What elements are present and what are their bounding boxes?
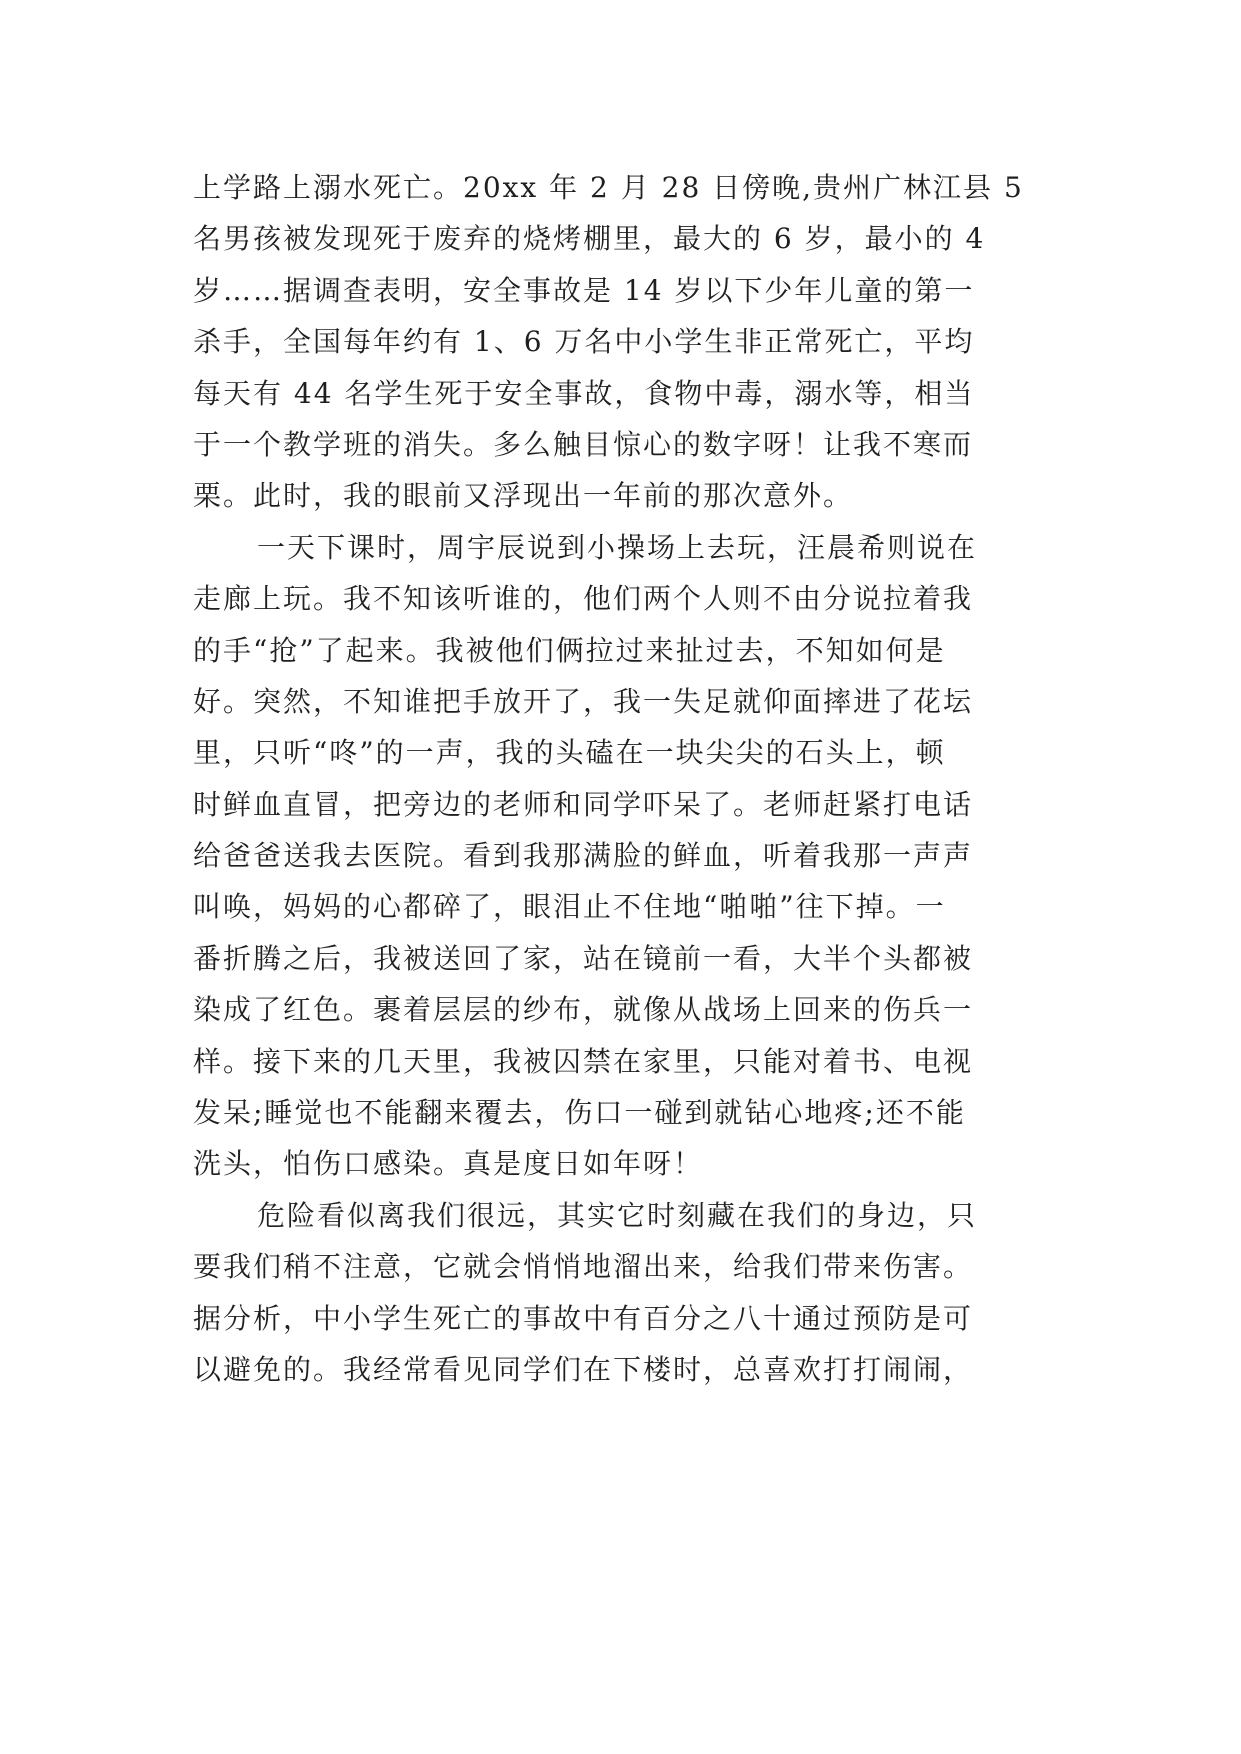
text-line: 以避免的。我经常看见同学们在下楼时，总喜欢打打闹闹， xyxy=(193,1352,974,1386)
text-line: 于一个教学班的消失。多么触目惊心的数字呀！让我不寒而 xyxy=(193,427,974,461)
text-line: 栗。此时，我的眼前又浮现出一年前的那次意外。 xyxy=(193,479,854,513)
text-line: 染成了红色。裹着层层的纱布，就像从战场上回来的伤兵一 xyxy=(193,993,974,1027)
text-line: 叫唤，妈妈的心都碎了，眼泪止不住地“啪啪”往下掉。一 xyxy=(193,890,946,924)
text-line: 发呆;睡觉也不能翻来覆去，伤口一碰到就钻心地疼;还不能 xyxy=(193,1096,966,1130)
text-line: 好。突然，不知谁把手放开了，我一失足就仰面摔进了花坛 xyxy=(193,684,974,718)
text-line: 的手“抢”了起来。我被他们俩拉过来扯过去，不知如何是 xyxy=(193,633,946,667)
text-line: 据分析，中小学生死亡的事故中有百分之八十通过预防是可 xyxy=(193,1301,974,1335)
text-line: 岁……据调查表明，安全事故是 14 岁以下少年儿童的第一 xyxy=(193,273,975,307)
text-line: 里，只听“咚”的一声，我的头磕在一块尖尖的石头上，顿 xyxy=(193,736,946,770)
text-line: 样。接下来的几天里，我被囚禁在家里，只能对着书、电视 xyxy=(193,1044,974,1078)
text-line: 每天有 44 名学生死于安全事故，食物中毒，溺水等，相当 xyxy=(193,376,975,410)
paragraph-start-line: 危险看似离我们很远，其实它时刻藏在我们的身边，只 xyxy=(257,1198,978,1232)
text-line: 时鲜血直冒，把旁边的老师和同学吓呆了。老师赶紧打电话 xyxy=(193,787,974,821)
text-line: 要我们稍不注意，它就会悄悄地溜出来，给我们带来伤害。 xyxy=(193,1250,974,1284)
text-line: 洗头，怕伤口感染。真是度日如年呀！ xyxy=(193,1147,704,1181)
paragraph-start-line: 一天下课时，周宇辰说到小操场上去玩，汪晨希则说在 xyxy=(257,530,978,564)
text-line: 给爸爸送我去医院。看到我那满脸的鲜血，听着我那一声声 xyxy=(193,839,974,873)
document-body xyxy=(193,162,1055,1395)
text-line: 名男孩被发现死于废弃的烧烤棚里，最大的 6 岁，最小的 4 xyxy=(193,222,986,256)
text-line: 番折腾之后，我被送回了家，站在镜前一看，大半个头都被 xyxy=(193,941,974,975)
text-line: 杀手，全国每年约有 1、6 万名中小学生非正常死亡，平均 xyxy=(193,325,975,359)
text-line: 走廊上玩。我不知该听谁的，他们两个人则不由分说拉着我 xyxy=(193,582,974,616)
text-line: 上学路上溺水死亡。20xx 年 2 月 28 日傍晚,贵州广林江县 5 xyxy=(193,171,1024,204)
